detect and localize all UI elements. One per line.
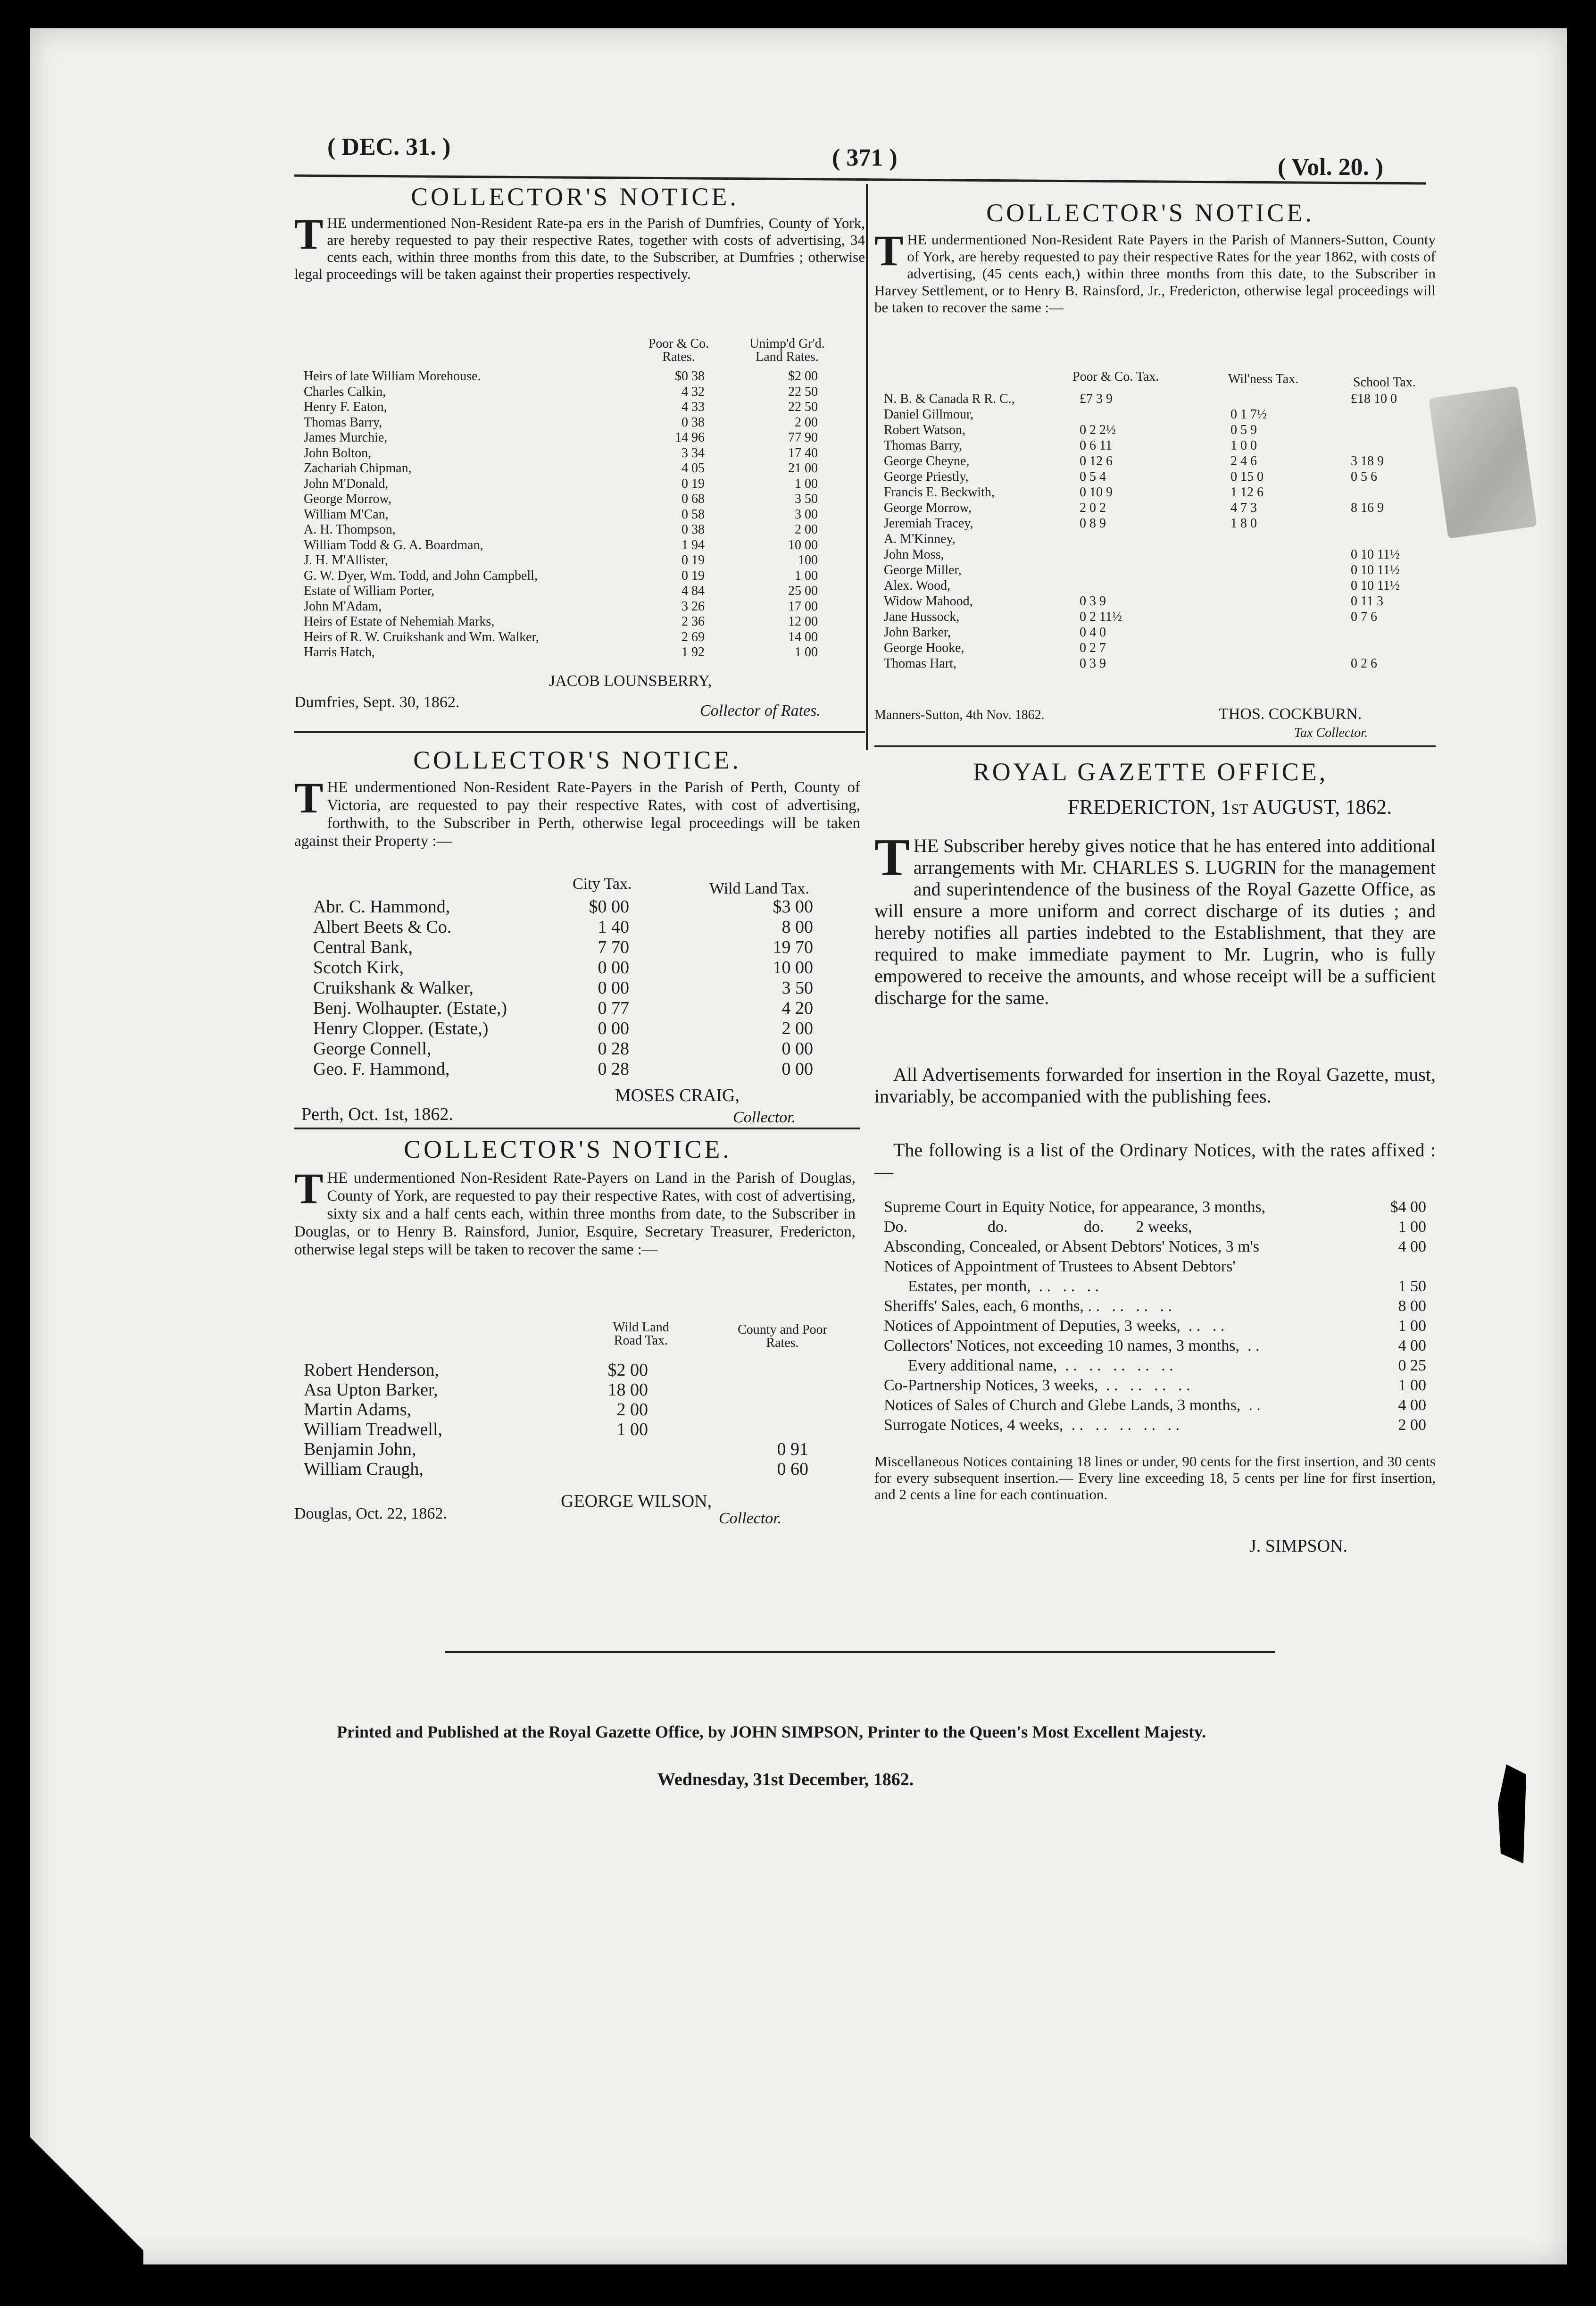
payer-name: Thomas Barry, — [884, 438, 963, 453]
douglas-role: Collector. — [719, 1510, 782, 1527]
payer-name: James Murchie, — [304, 430, 388, 445]
torn-edge — [1498, 1764, 1526, 1863]
gazette-para3: The following is a list of the Ordinary Notices, with the rates affixed :— — [874, 1139, 1436, 1182]
poor-rate: 1 92 — [682, 645, 705, 660]
table-row — [304, 1379, 851, 1399]
manners-table — [884, 392, 1436, 672]
perth-signer: MOSES CRAIG, — [615, 1086, 740, 1105]
fee-label: Collectors' Notices, not exceeding 10 names, 3 months, . . — [884, 1337, 1260, 1354]
fee-row — [884, 1337, 1431, 1357]
fee-row — [884, 1416, 1431, 1436]
table-row — [304, 492, 860, 507]
school-tax: £18 10 0 — [1351, 392, 1397, 406]
payer-name: Scotch Kirk, — [313, 958, 404, 978]
school-tax: 0 10 11½ — [1351, 563, 1400, 577]
payer-name: Abr. C. Hammond, — [313, 897, 450, 917]
road-tax: 1 00 — [616, 1420, 648, 1439]
perth-title: COLLECTOR'S NOTICE. — [413, 746, 741, 774]
land-rate: 3 50 — [795, 492, 818, 506]
imprint: Printed and Published at the Royal Gazette Office, by JOHN SIMPSON, Printer to the Queen's Most Excellent Majesty. — [337, 1722, 1206, 1741]
poor-rate: 4 05 — [682, 461, 705, 476]
road-tax: 2 00 — [616, 1400, 648, 1420]
poor-tax: 0 8 9 — [1080, 516, 1106, 531]
payer-name: Thomas Hart, — [884, 656, 956, 671]
payer-name: George Miller, — [884, 563, 962, 577]
volume-number: ( Vol. 20. ) — [1278, 154, 1383, 181]
fee-label: Notices of Sales of Church and Glebe Lands, 3 months, . . — [884, 1396, 1261, 1414]
table-row — [304, 553, 860, 568]
payer-name: J. H. M'Allister, — [304, 553, 388, 568]
school-tax: 0 10 11½ — [1351, 578, 1400, 593]
payer-name: George Morrow, — [884, 501, 972, 515]
manners-col2-header: Wil'ness Tax. — [1228, 372, 1299, 386]
fee-amount: 4 00 — [1398, 1238, 1426, 1255]
payer-name: Heirs of R. W. Cruikshank and Wm. Walker, — [304, 629, 539, 644]
poor-rate: 4 32 — [682, 384, 705, 399]
fee-label: Co-Partnership Notices, 3 weeks, . . . . . . . . — [884, 1377, 1190, 1394]
douglas-title: COLLECTOR'S NOTICE. — [404, 1135, 732, 1163]
fee-amount: 1 50 — [1398, 1278, 1426, 1295]
wild-land-tax: 3 50 — [781, 978, 813, 998]
wilderness-tax: 1 0 0 — [1230, 438, 1257, 453]
column-divider — [866, 184, 868, 750]
table-row — [304, 1419, 851, 1439]
table-row — [884, 532, 1436, 547]
poor-rate: $0 38 — [675, 369, 705, 384]
douglas-signer: GEORGE WILSON, — [561, 1491, 712, 1511]
poor-rate: 3 34 — [682, 445, 705, 460]
road-tax: $2 00 — [607, 1360, 648, 1380]
fee-label: Do. do. do. 2 weeks, — [884, 1218, 1192, 1236]
manners-col1-header: Poor & Co. Tax. — [1072, 369, 1159, 384]
table-row — [304, 476, 860, 492]
payer-name: Harris Hatch, — [304, 645, 375, 660]
payer-name: George Morrow, — [304, 492, 391, 506]
fee-label: Notices of Appointment of Trustees to Absent Debtors' — [884, 1258, 1236, 1275]
poor-rate: 4 33 — [682, 400, 705, 414]
wild-land-tax: 2 00 — [781, 1019, 813, 1038]
payer-name: Geo. F. Hammond, — [313, 1059, 450, 1079]
payer-name: George Priestly, — [884, 469, 969, 484]
school-tax: 0 2 6 — [1351, 656, 1377, 671]
payer-name: Heirs of late William Morehouse. — [304, 369, 481, 384]
dumfries-signer: JACOB LOUNSBERRY, — [549, 672, 712, 690]
table-row — [304, 369, 860, 384]
manners-intro — [874, 226, 1436, 316]
payer-name: Cruikshank & Walker, — [313, 978, 474, 998]
issue-date: ( DEC. 31. ) — [327, 134, 451, 160]
table-row — [304, 599, 860, 615]
table-row — [304, 461, 860, 476]
table-row — [884, 578, 1436, 594]
payer-name: Benj. Wolhaupter. (Estate,) — [313, 998, 507, 1018]
table-row — [313, 937, 860, 957]
gazette-signer: J. SIMPSON. — [1249, 1536, 1348, 1556]
perth-intro — [294, 774, 860, 850]
fee-label: Sheriffs' Sales, each, 6 months, . . . . . . . . — [884, 1297, 1172, 1315]
payer-name: Martin Adams, — [304, 1400, 411, 1420]
fee-amount: 8 00 — [1398, 1297, 1426, 1315]
poor-tax: 0 3 9 — [1080, 656, 1106, 671]
douglas-intro — [294, 1164, 856, 1259]
payer-name: John M'Donald, — [304, 476, 389, 491]
table-row — [313, 1059, 860, 1079]
city-tax: 0 28 — [598, 1059, 629, 1079]
school-tax: 0 7 6 — [1351, 610, 1377, 624]
school-tax: 3 18 9 — [1351, 454, 1384, 468]
payer-name: Charles Calkin, — [304, 384, 386, 399]
city-tax: 0 77 — [598, 998, 629, 1018]
perth-col1-header: City Tax. — [573, 875, 632, 893]
fee-amount: 0 25 — [1398, 1357, 1426, 1374]
newspaper-page — [30, 28, 1567, 2264]
payer-name: George Cheyne, — [884, 454, 970, 468]
payer-name: N. B. & Canada R R. C., — [884, 392, 1015, 406]
poor-tax: 0 2 2½ — [1080, 423, 1116, 437]
table-row — [884, 469, 1436, 485]
payer-name: John Moss, — [884, 547, 944, 562]
table-row — [884, 610, 1436, 625]
payer-name: Jane Hussock, — [884, 610, 960, 624]
fee-amount: $4 00 — [1390, 1198, 1426, 1216]
fee-label: Estates, per month, . . . . . . — [884, 1278, 1099, 1295]
payer-name: George Hooke, — [884, 641, 964, 655]
county-rate: 0 91 — [777, 1439, 808, 1459]
gazette-title: ROYAL GAZETTE OFFICE, — [973, 758, 1328, 786]
poor-rate: 2 69 — [682, 629, 705, 644]
land-rate: 17 40 — [788, 445, 818, 460]
table-row — [884, 485, 1436, 501]
poor-tax: 2 0 2 — [1080, 501, 1106, 515]
table-row — [304, 630, 860, 645]
manners-title: COLLECTOR'S NOTICE. — [986, 199, 1314, 227]
wilderness-tax: 0 15 0 — [1230, 469, 1264, 484]
perth-role: Collector. — [733, 1109, 796, 1126]
fee-row — [884, 1218, 1431, 1238]
land-rate: 1 00 — [795, 645, 818, 660]
gazette-misc: Miscellaneous Notices containing 18 lines or under, 90 cents for the first insertion, and 30 cents for every subsequent insertion.— Every line exceeding 18, 5 cents per line for first insertion, and 2 cents a line for each continuation. — [874, 1453, 1436, 1503]
road-tax: 18 00 — [607, 1380, 648, 1400]
land-rate: 21 00 — [788, 461, 818, 476]
wilderness-tax: 1 8 0 — [1230, 516, 1257, 531]
payer-name: Thomas Barry, — [304, 415, 382, 430]
dumfries-table — [304, 369, 860, 660]
county-rate: 0 60 — [777, 1459, 808, 1479]
poor-tax: 0 5 4 — [1080, 469, 1106, 484]
manners-signer: THOS. COCKBURN. — [1219, 705, 1362, 723]
douglas-col1-header: Wild Land Road Tax. — [613, 1320, 669, 1348]
fee-amount: 1 00 — [1398, 1377, 1426, 1394]
table-row — [884, 594, 1436, 610]
publication-date: Wednesday, 31st December, 1862. — [657, 1770, 914, 1789]
table-row — [304, 384, 860, 400]
dumfries-date: Dumfries, Sept. 30, 1862. — [294, 693, 460, 711]
wild-land-tax: 19 70 — [773, 937, 813, 957]
fee-amount: 1 00 — [1398, 1317, 1426, 1335]
payer-name: Henry Clopper. (Estate,) — [313, 1019, 489, 1038]
poor-rate: 3 26 — [682, 599, 705, 614]
land-rate: 10 00 — [788, 537, 818, 552]
footer-rule — [445, 1651, 1275, 1653]
payer-name: Heirs of Estate of Nehemiah Marks, — [304, 614, 495, 629]
poor-rate: 1 94 — [682, 537, 705, 552]
fee-row — [884, 1238, 1431, 1258]
wild-land-tax: 8 00 — [781, 917, 813, 937]
table-row — [304, 645, 860, 660]
table-row — [884, 423, 1436, 438]
page-number: ( 371 ) — [832, 144, 898, 171]
poor-rate: 14 96 — [675, 430, 705, 445]
fee-table — [884, 1198, 1431, 1436]
wild-land-tax: 0 00 — [781, 1059, 813, 1079]
payer-name: William Craugh, — [304, 1459, 424, 1479]
poor-rate: 0 19 — [682, 568, 705, 583]
poor-tax: £7 3 9 — [1080, 392, 1113, 406]
douglas-table — [304, 1360, 851, 1479]
land-rate: 14 00 — [788, 629, 818, 644]
land-rate: 2 00 — [795, 415, 818, 430]
perth-date: Perth, Oct. 1st, 1862. — [301, 1104, 453, 1124]
perth-table — [313, 896, 860, 1079]
table-row — [884, 392, 1436, 407]
wild-land-tax: 0 00 — [781, 1039, 813, 1059]
payer-name: Francis E. Beckwith, — [884, 485, 995, 500]
table-row — [884, 641, 1436, 656]
dumfries-role: Collector of Rates. — [700, 702, 821, 719]
table-row — [304, 400, 860, 415]
payer-name: William Todd & G. A. Boardman, — [304, 537, 483, 552]
fee-row — [884, 1317, 1431, 1337]
payer-name: A. H. Thompson, — [304, 522, 396, 537]
wild-land-tax: 10 00 — [773, 958, 813, 978]
table-row — [304, 568, 860, 584]
city-tax: 0 00 — [598, 958, 629, 978]
gazette-para1-text: HE Subscriber hereby gives notice that he has entered into additional arrangements with Mr. CHARLES S. LUGRIN for the management and superintendence of the business of the Royal Gazette Office, as will ensure a more uniform and correct discharge of its duties ; and hereby notifies all parties indebted to the Establishment, that they are required to make immediate payment to Mr. Lugrin, who is fully empowered to receive the amounts, and whose receipt will be a sufficient discharge for the same. — [874, 835, 1436, 1008]
table-row — [884, 656, 1436, 672]
payer-name: Robert Henderson, — [304, 1360, 440, 1380]
poor-tax: 0 6 11 — [1080, 438, 1112, 453]
fee-label: Supreme Court in Equity Notice, for appearance, 3 months, — [884, 1198, 1266, 1216]
table-row — [304, 446, 860, 461]
poor-rate: 0 58 — [682, 507, 705, 522]
poor-rate: 0 38 — [682, 522, 705, 537]
school-tax: 0 10 11½ — [1351, 547, 1400, 562]
payer-name: Zachariah Chipman, — [304, 461, 412, 476]
poor-rate: 0 38 — [682, 415, 705, 430]
table-row — [304, 507, 860, 523]
city-tax: 0 00 — [598, 978, 629, 998]
dumfries-intro-text: HE undermentioned Non-Resident Rate-pa ers in the Parish of Dumfries, County of York, are hereby requested to pay their respective Rates, together with costs of advertising, 34 cents each, within three months from this date, to the Subscriber, at Dumfries ; otherwise legal proceedings will be taken against their properties respectively. — [294, 215, 865, 282]
table-row — [313, 998, 860, 1018]
payer-name: Widow Mahood, — [884, 594, 973, 609]
poor-tax: 0 2 11½ — [1080, 610, 1122, 624]
section-rule — [874, 745, 1436, 747]
tape-patch — [1429, 386, 1537, 539]
wilderness-tax: 1 12 6 — [1230, 485, 1264, 500]
fee-label: Every additional name, . . . . . . . . . . — [884, 1357, 1173, 1374]
land-rate: 100 — [798, 553, 818, 568]
douglas-drop-cap: T — [294, 1164, 324, 1212]
douglas-date: Douglas, Oct. 22, 1862. — [294, 1505, 447, 1522]
payer-name: Daniel Gillmour, — [884, 407, 974, 422]
payer-name: Jeremiah Tracey, — [884, 516, 973, 531]
poor-rate: 2 36 — [682, 614, 705, 629]
land-rate: 2 00 — [795, 522, 818, 537]
fee-amount: 4 00 — [1398, 1337, 1426, 1354]
payer-name: John Bolton, — [304, 445, 372, 460]
section-rule — [294, 1128, 860, 1129]
wilderness-tax: 4 7 3 — [1230, 501, 1257, 515]
table-row — [884, 407, 1436, 423]
gazette-drop-cap: T — [874, 828, 910, 887]
fee-amount: 2 00 — [1398, 1416, 1426, 1434]
wilderness-tax: 0 1 7½ — [1230, 407, 1267, 422]
table-row — [304, 1439, 851, 1459]
fee-label: Absconding, Concealed, or Absent Debtors' Notices, 3 m's — [884, 1238, 1260, 1255]
poor-rate: 4 84 — [682, 584, 705, 598]
table-row — [313, 896, 860, 917]
fee-row — [884, 1278, 1431, 1297]
table-row — [884, 547, 1436, 563]
section-rule — [294, 731, 865, 733]
wild-land-tax: 4 20 — [781, 998, 813, 1018]
table-row — [304, 1360, 851, 1379]
poor-rate: 0 19 — [682, 553, 705, 568]
city-tax: 0 28 — [598, 1039, 629, 1059]
poor-rate: 0 19 — [682, 476, 705, 491]
payer-name: Estate of William Porter, — [304, 584, 435, 598]
school-tax: 8 16 9 — [1351, 501, 1384, 515]
payer-name: A. M'Kinney, — [884, 532, 956, 546]
table-row — [313, 917, 860, 937]
table-row — [884, 516, 1436, 532]
land-rate: 25 00 — [788, 584, 818, 598]
fee-label: Surrogate Notices, 4 weeks, . . . . . . . . . . — [884, 1416, 1180, 1434]
perth-drop-cap: T — [294, 774, 324, 822]
manners-drop-cap: T — [874, 226, 904, 275]
manners-intro-text: HE undermentioned Non-Resident Rate Payers in the Parish of Manners-Sutton, County of York, are hereby requested to pay their respective Rates for the year 1862, with costs of advertising, (45 cents each,) within three months from this date, to the Subscriber in Harvey Settlement, or to Henry B. Rainsford, Jr., Fredericton, otherwise legal proceedings will be taken to recover the same :— — [874, 231, 1436, 316]
perth-col2-header: Wild Land Tax. — [709, 880, 809, 897]
gazette-dateline: FREDERICTON, 1st AUGUST, 1862. — [1068, 795, 1392, 819]
fee-row — [884, 1198, 1431, 1218]
land-rate: 22 50 — [788, 400, 818, 414]
payer-name: William M'Can, — [304, 507, 389, 522]
city-tax: 1 40 — [598, 917, 629, 937]
dumfries-intro — [294, 210, 865, 283]
payer-name: Alex. Wood, — [884, 578, 951, 593]
folded-corner — [30, 2123, 143, 2264]
table-row — [304, 1459, 851, 1479]
douglas-intro-text: HE undermentioned Non-Resident Rate-Payers on Land in the Parish of Douglas, County of York, are requested to pay their respective Rates, with cost of advertising, sixty six and a half cents each, within three months from date, to the Subscriber in Douglas, or to Henry B. Rainsford, Junior, Esquire, Secretary Treasurer, Fredericton, otherwise legal steps will be taken to recover the same :— — [294, 1170, 856, 1258]
table-row — [884, 438, 1436, 454]
payer-name: George Connell, — [313, 1039, 432, 1059]
fee-row — [884, 1297, 1431, 1317]
table-row — [304, 430, 860, 446]
land-rate: 77 90 — [788, 430, 818, 445]
fee-row — [884, 1396, 1431, 1416]
manners-col3-header: School Tax. — [1353, 375, 1416, 390]
dumfries-title: COLLECTOR'S NOTICE. — [411, 183, 739, 211]
wilderness-tax: 0 5 9 — [1230, 423, 1257, 437]
table-row — [304, 584, 860, 599]
payer-name: John M'Adam, — [304, 599, 382, 614]
perth-intro-text: HE undermentioned Non-Resident Rate-Payers in the Parish of Perth, County of Victoria, are requested to pay their respective Rates, with cost of advertising, forthwith, to the Subscriber in Perth, otherwise legal proceedings will be taken against their Property :— — [294, 779, 860, 850]
land-rate: 17 00 — [788, 599, 818, 614]
table-row — [313, 1038, 860, 1059]
poor-tax: 0 12 6 — [1080, 454, 1113, 468]
table-row — [313, 957, 860, 978]
manners-role: Tax Collector. — [1294, 726, 1368, 740]
table-row — [304, 415, 860, 431]
payer-name: John Barker, — [884, 625, 951, 640]
dumfries-drop-cap: T — [294, 210, 324, 258]
city-tax: $0 00 — [589, 897, 629, 917]
table-row — [884, 563, 1436, 578]
manners-date: Manners-Sutton, 4th Nov. 1862. — [874, 708, 1045, 722]
gazette-para1 — [874, 828, 1436, 1009]
payer-name: William Treadwell, — [304, 1420, 442, 1439]
school-tax: 0 11 3 — [1351, 594, 1383, 609]
table-row — [313, 978, 860, 998]
land-rate: 1 00 — [795, 568, 818, 583]
table-row — [304, 522, 860, 538]
payer-name: Central Bank, — [313, 937, 413, 957]
fee-row — [884, 1357, 1431, 1377]
poor-tax: 0 4 0 — [1080, 625, 1106, 640]
payer-name: Benjamin John, — [304, 1439, 416, 1459]
poor-tax: 0 10 9 — [1080, 485, 1113, 500]
payer-name: G. W. Dyer, Wm. Todd, and John Campbell, — [304, 568, 538, 583]
fee-amount: 1 00 — [1398, 1218, 1426, 1236]
table-row — [313, 1018, 860, 1038]
dumfries-col2-header: Unimp'd Gr'd. Land Rates. — [749, 336, 825, 364]
fee-row — [884, 1258, 1431, 1278]
table-row — [304, 538, 860, 553]
douglas-col2-header: County and Poor Rates. — [738, 1322, 827, 1350]
land-rate: 22 50 — [788, 384, 818, 399]
wild-land-tax: $3 00 — [773, 897, 813, 917]
table-row — [304, 1399, 851, 1419]
land-rate: 1 00 — [795, 476, 818, 491]
wilderness-tax: 2 4 6 — [1230, 454, 1257, 468]
city-tax: 7 70 — [598, 937, 629, 957]
table-row — [884, 454, 1436, 469]
payer-name: Robert Watson, — [884, 423, 965, 437]
poor-rate: 0 68 — [682, 492, 705, 506]
fee-label: Notices of Appointment of Deputies, 3 weeks, . . . . — [884, 1317, 1225, 1335]
dumfries-col1-header: Poor & Co. Rates. — [648, 336, 709, 364]
payer-name: Albert Beets & Co. — [313, 917, 452, 937]
city-tax: 0 00 — [598, 1019, 629, 1038]
table-row — [304, 614, 860, 630]
fee-amount: 4 00 — [1398, 1396, 1426, 1414]
poor-tax: 0 3 9 — [1080, 594, 1106, 609]
table-row — [884, 625, 1436, 641]
poor-tax: 0 2 7 — [1080, 641, 1106, 655]
land-rate: 12 00 — [788, 614, 818, 629]
land-rate: $2 00 — [788, 369, 818, 384]
gazette-para2: All Advertisements forwarded for insertion in the Royal Gazette, must, invariably, be accompanied with the publishing fees. — [874, 1064, 1436, 1107]
fee-row — [884, 1377, 1431, 1396]
land-rate: 3 00 — [795, 507, 818, 522]
payer-name: Asa Upton Barker, — [304, 1380, 438, 1400]
table-row — [884, 501, 1436, 516]
payer-name: Henry F. Eaton, — [304, 400, 387, 414]
school-tax: 0 5 6 — [1351, 469, 1377, 484]
